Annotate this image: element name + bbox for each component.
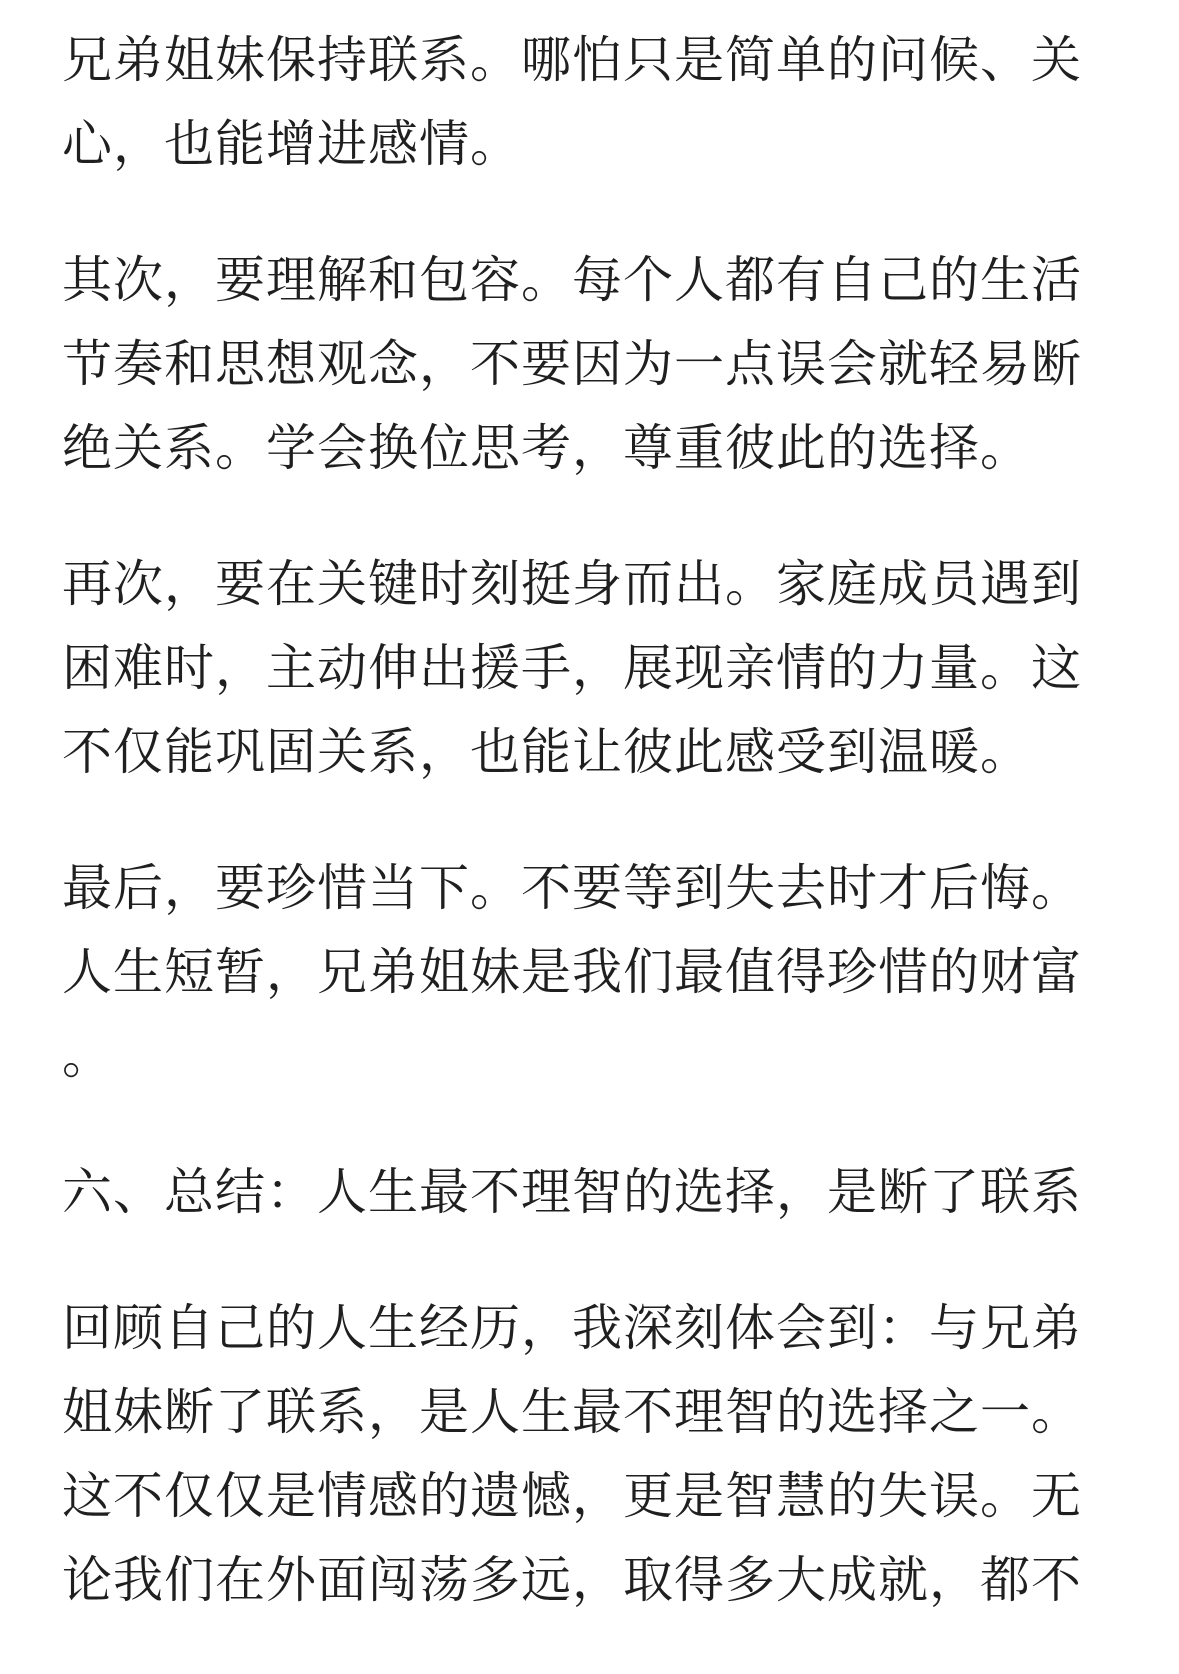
paragraph-4: 最后，要珍惜当下。不要等到失去时才后悔。人生短暂，兄弟姐妹是我们最值得珍惜的财富。 — [62, 859, 1082, 1085]
paragraph-1: 兄弟姐妹保持联系。哪怕只是简单的问候、关心，也能增进感情。 — [62, 31, 1082, 173]
paragraph-3: 再次，要在关键时刻挺身而出。家庭成员遇到困难时，主动伸出援手，展现亲情的力量。这不仅能巩固关系，也能让彼此感受到温暖。 — [62, 555, 1082, 781]
article-body — [62, 18, 1122, 1674]
paragraph-5: 回顾自己的人生经历，我深刻体会到：与兄弟姐妹断了联系，是人生最不理智的选择之一。这不仅仅是情感的遗憾，更是智慧的失误。无论我们在外面闯荡多远，取得多大成就，都不 — [62, 1299, 1082, 1609]
section-heading: 六、总结：人生最不理智的选择，是断了联系 — [62, 1163, 1082, 1221]
paragraph-2: 其次，要理解和包容。每个人都有自己的生活节奏和思想观念，不要因为一点误会就轻易断绝关系。学会换位思考，尊重彼此的选择。 — [62, 251, 1082, 477]
